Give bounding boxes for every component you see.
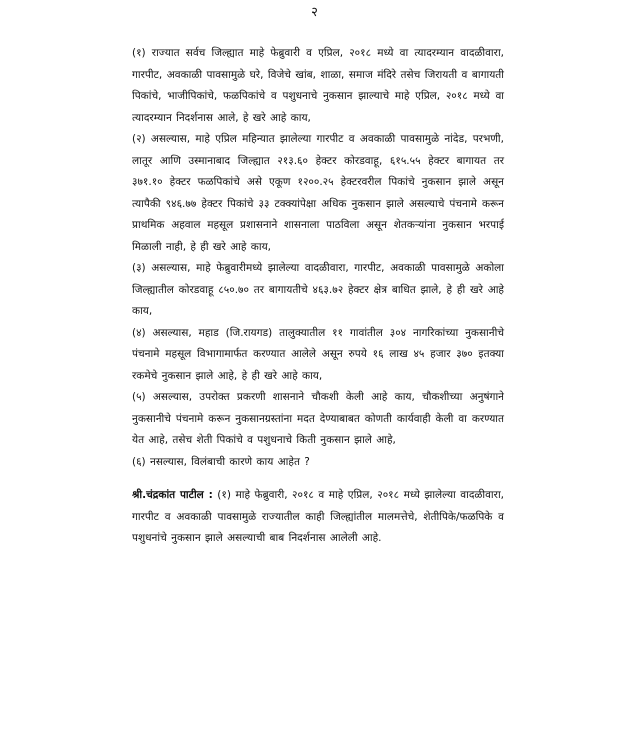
question-5: (५) असल्यास, उपरोक्त प्रकरणी शासनाने चौकशी केली आहे काय, चौकशीच्या अनुषंगाने नुकसानीचे पंचनामे करून नुकसानग्रस्तांना मदत देण्याबाबत कोणती कार्यवाही केली वा करण्यात येत आहे, तसेच शेती पिकांचे व पशुधनाचे किती नुकसान झाले आहे,: [132, 391, 504, 446]
document-body: [132, 43, 504, 550]
question-4: (४) असल्यास, महाड (जि.रायगड) तालुक्यातील ११ गावांतील ३०४ नागरिकांच्या नुकसानीचे पंचनामे महसूल विभागामार्फत करण्यात आलेले असून रुपये १६ लाख ४५ हजार ३७० इतक्या रकमेचे नुकसान झाले आहे, हे ही खरे आहे काय,: [132, 326, 504, 382]
answer-paragraph: [132, 485, 504, 550]
question-3: (३) असल्यास, माहे फेब्रुवारीमध्ये झालेल्या वादळीवारा, गारपीट, अवकाळी पावसामुळे अकोला जिल्ह्यातील कोरडवाहू ८५०.७० तर बागायतीचे ४६३.७२ हेक्टर क्षेत्र बाधित झाले, हे ही खरे आहे काय,: [132, 262, 504, 317]
answer-speaker: श्री.चंद्रकांत पाटील :: [132, 489, 213, 501]
question-2: (२) असल्यास, माहे एप्रिल महिन्यात झालेल्या गारपीट व अवकाळी पावसामुळे नांदेड, परभणी, लातूर आणि उस्मानाबाद जिल्ह्यात २१३.६० हेक्टर कोरडवाहू, ६१५.५५ हेक्टर बागायत तर ३७१.१० हेक्टर फळपिकांचे असे एकूण १२००.२५ हेक्टरवरील पिकांचे नुकसान झाले असून त्यापैकी ९४६.७७ हेक्टर पिकांचे ३३ टक्क्यांपेक्षा अधिक नुकसान झाले असल्याचे पंचनामे करून प्राथमिक अहवाल महसूल प्रशासनाने शासनाला पाठविला असून शेतकऱ्यांना नुकसान भरपाई मिळाली नाही, हे ही खरे आहे काय,: [132, 133, 504, 253]
question-6: (६) नसल्यास, विलंबाची कारणे काय आहेत ?: [132, 455, 310, 468]
question-1: (१) राज्यात सर्वच जिल्ह्यात माहे फेब्रुवारी व एप्रिल, २०१८ मध्ये वा त्यादरम्यान वादळीवारा, गारपीट, अवकाळी पावसामुळे घरे, विजेचे खांब, शाळा, समाज मंदिरे तसेच जिरायती व बागायती पिकांचे, भाजीपिकांचे, फळपिकांचे व पशुधनाचे नुकसान झाल्याचे माहे एप्रिल, २०१८ मध्ये वा त्यादरम्यान निदर्शनास आले, हे खरे आहे काय,: [132, 47, 504, 124]
page-number: २: [311, 5, 318, 20]
answer-text: (१) माहे फेब्रुवारी, २०१८ व माहे एप्रिल, २०१८ मध्ये झालेल्या वादळीवारा, गारपीट व अवकाळी पावसामुळे राज्यातील काही जिल्ह्यांतील मालमत्तेचे, शेतीपिके/फळपिके व पशुधनांचे नुकसान झाले असल्याची बाब निदर्शनास आलेली आहे.: [132, 489, 505, 544]
